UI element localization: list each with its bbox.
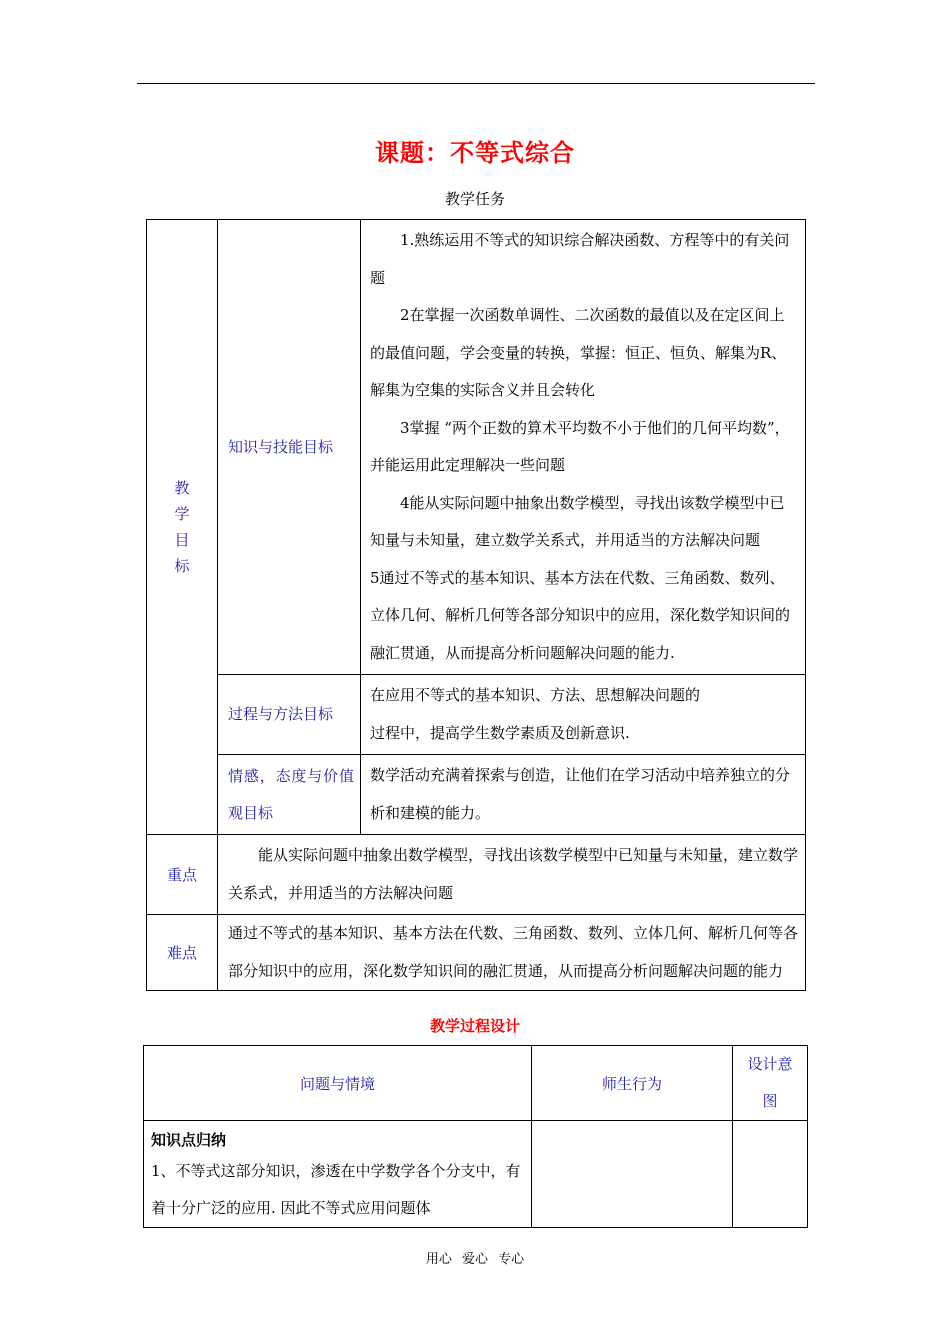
knowledge-item: 1.熟练运用不等式的知识综合解决函数、方程等中的有关问题 — [370, 231, 790, 287]
teaching-task-table — [146, 219, 806, 991]
header-problem: 问题与情境 — [144, 1046, 532, 1121]
header-behavior: 师生行为 — [532, 1046, 733, 1121]
process-design-table — [143, 1045, 808, 1228]
section-subtitle: 教学任务 — [444, 190, 505, 208]
problem-cell — [144, 1121, 532, 1228]
knowledge-item: 3掌握 “两个正数的算术平均数不小于他们的几何平均数”，并能运用此定理解决一些问题 — [370, 418, 790, 474]
header-rule — [137, 83, 815, 84]
process-header-row — [144, 1046, 808, 1121]
header-intent: 设计意图 — [733, 1046, 808, 1121]
process-goal-label: 过程与方法目标 — [218, 675, 361, 755]
goal-label-char: 教 — [174, 479, 190, 497]
key-point-row — [147, 835, 806, 915]
process-goal-line: 过程中，提高学生数学素质及创新意识. — [370, 723, 630, 742]
page-footer: 用心 爱心 专心 — [425, 1252, 525, 1267]
knowledge-item: 5通过不等式的基本知识、基本方法在代数、三角函数、数列、立体几何、解析几何等各部分知识中的应用，深化数学知识间的融汇贯通，从而提高分析问题解决问题的能力. — [370, 568, 791, 662]
emotion-goal-row — [147, 755, 806, 835]
difficulty-content: 通过不等式的基本知识、基本方法在代数、三角函数、数列、立体几何、解析几何等各部分知识中的应用，深化数学知识间的融汇贯通，从而提高分析问题解决问题的能力 — [218, 915, 806, 991]
knowledge-item: 4能从实际问题中抽象出数学模型，寻找出该数学模型中已知量与未知量，建立数学关系式，并用适当的方法解决问题 — [370, 493, 785, 549]
knowledge-content — [361, 220, 806, 675]
process-row — [144, 1121, 808, 1228]
process-goal-content — [361, 675, 806, 755]
key-point-content: 能从实际问题中抽象出数学模型，寻找出该数学模型中已知量与未知量，建立数学关系式，并用适当的方法解决问题 — [218, 835, 806, 915]
process-design-title: 教学过程设计 — [429, 1017, 520, 1035]
page-title: 课题：不等式综合 — [375, 139, 575, 167]
knowledge-row — [147, 220, 806, 675]
knowledge-summary-heading: 知识点归纳 — [151, 1131, 227, 1149]
intent-cell — [733, 1121, 808, 1228]
process-goal-row — [147, 675, 806, 755]
difficulty-row — [147, 915, 806, 991]
knowledge-item: 2在掌握一次函数单调性、二次函数的最值以及在定区间上的最值问题，学会变量的转换，掌握：恒正、恒负、解集为R、解集为空集的实际含义并且会转化 — [370, 306, 787, 399]
key-point-label: 重点 — [147, 835, 218, 915]
goal-label-char: 目 — [174, 531, 190, 549]
difficulty-label: 难点 — [147, 915, 218, 991]
goal-label-char: 标 — [174, 557, 190, 575]
emotion-goal-label: 情感，态度与价值观目标 — [218, 755, 361, 835]
behavior-cell — [532, 1121, 733, 1228]
emotion-goal-content: 数学活动充满着探索与创造，让他们在学习活动中培养独立的分析和建模的能力。 — [361, 755, 806, 835]
goal-label-char: 学 — [174, 505, 190, 523]
knowledge-summary-text: 1、不等式这部分知识，渗透在中学数学各个分支中，有着十分广泛的应用. 因此不等式应用问题体 — [151, 1162, 521, 1217]
process-goal-line: 在应用不等式的基本知识、方法、思想解决问题的 — [370, 686, 701, 704]
goal-label — [147, 220, 218, 835]
knowledge-label: 知识与技能目标 — [218, 220, 361, 675]
